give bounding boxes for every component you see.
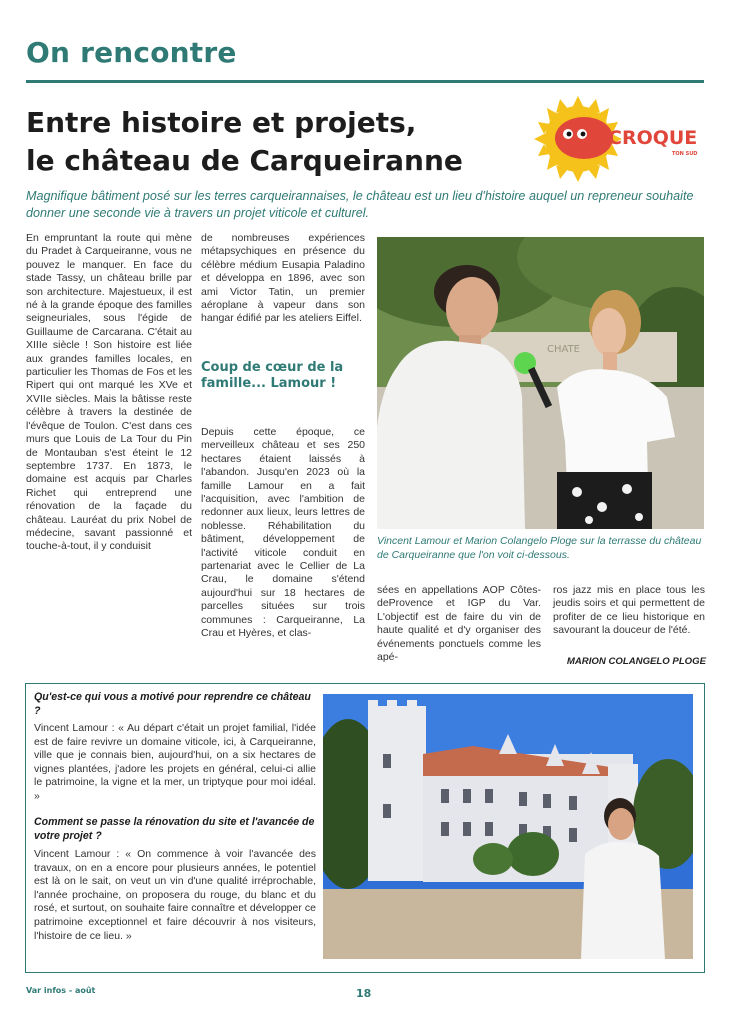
headline-line-1: Entre histoire et projets, [26, 106, 417, 139]
article-subheading: Coup de cœur de la famille... Lamour ! [201, 360, 344, 391]
article-column-2b: Depuis cette époque, ce merveilleux château et ses 250 hectares étaient laissés à l'abandon. Jusqu'en 2023 où la famille Lamour en a fait l'acquisition, avec l'ambition de redonner aux lieux, leurs lettres de noblesse. Réhabilitation du bâtiment, développement de l'activité viticole conduit en partenariat avec le Cellier de La Crau, le domaine s'étend aujourd'hui sur 18 hectares de parcelles situées sur trois communes : Carqueiranne, La Crau et Hyères, et clas- [201, 426, 365, 640]
rubric-divider [26, 80, 704, 83]
interview-question-2: Comment se passe la rénovation du site et l'avancée de votre projet ? [34, 816, 315, 842]
photo-interview [377, 237, 704, 529]
interview-question-1: Qu'est-ce qui vous a motivé pour reprendre ce château ? [34, 691, 311, 717]
interview-answer-2: Vincent Lamour : « On commence à voir l'avancée des travaux, on en a encore pour plusieurs années, le potentiel est là on le sait, on veut un vin d'une qualité irréprochable, l'année prochaine, on proposera du rouge, du blanc et du rosé, et surtout, on souhaite faire connaître et développer ce patrimoine exceptionnel et faire découvrir à nos visiteurs, l'histoire de ce lieu. » [34, 848, 316, 942]
interview-answer-1: Vincent Lamour : « Au départ c'était un projet familial, l'idée est de faire revivre un domaine viticole, ici, à Carqueiranne, ville que je connais bien, aujourd'hui, on a six hectares de vignes plantées, j'adore les projets en général, celui-ci allie le patrimoine, la vigne et la mer, un triptyque pour moi idéal. » [34, 722, 316, 802]
article-intro: Magnifique bâtiment posé sur les terres carqueirannaises, le château est un lieu d'histoire auquel un repreneur souhaite donner une seconde vie à travers un projet viticole et culturel. [26, 189, 694, 220]
footer-publication: Var infos - août [26, 986, 96, 995]
logo-wordmark: CROQUE [608, 127, 698, 149]
logo-subtext: TON SUD [672, 151, 698, 157]
photo-chateau [323, 694, 693, 959]
article-column-2: de nombreuses expériences métapsychiques en présence du célèbre médium Eusapia Paladino et développa en 1896, avec son ami Victor Tatin, un premier aéroplane à vapeur dans son hangar édifié par les ateliers Eiffel. [201, 232, 365, 325]
section-rubric: On rencontre [26, 36, 237, 69]
article-column-3: sées en appellations AOP Côtes-deProvence et IGP du Var. L'objectif est de faire du vin de haute qualité et d'y organiser des événements ponctuels comme les apé- [377, 584, 541, 664]
article-column-1: En empruntant la route qui mène du Pradet à Carqueiranne, vous ne pouvez le manquer. En face du stade Tassy, un château brille par son architecture. Majestueux, il est né à la grande époque des familles seigneuriales, sous l'égide de Guillaume de Carcarana. C'était au XIIIe siècle ! Son histoire est liée aux grandes familles locales, en particulier les Thomas de Fos et les Ripert qui ont marqué les XVe et XVIIe siècles. Mais la bâtisse reste célèbre à travers la destinée de l'évêque de Toulon. C'est dans ces murs que Louis de La Tour du Pin de Montauban s'est éteint le 12 septembre 1737. En 1873, le domaine est acquis par Charles Richet qui entreprend une rénovation de la façade du château. Lauréat du prix Nobel de médecine, savant passionné et touche-à-tout, il y conduisit [26, 232, 192, 553]
photo-sign-text: CHATE [547, 344, 580, 355]
article-signature: MARION COLANGELO PLOGE [566, 656, 706, 667]
croque-logo [530, 94, 708, 184]
article-column-4: ros jazz mis en place tous les jeudis soirs et qui permettent de profiter de ce lieu historique en savourant la douceur de l'été. [553, 584, 705, 637]
page-number: 18 [356, 987, 372, 1000]
photo-caption: Vincent Lamour et Marion Colangelo Ploge sur la terrasse du château de Carqueiranne que l'on voit ci-dessous. [377, 535, 702, 561]
headline-line-2: le château de Carqueiranne [26, 144, 463, 177]
article-headline [26, 104, 526, 180]
